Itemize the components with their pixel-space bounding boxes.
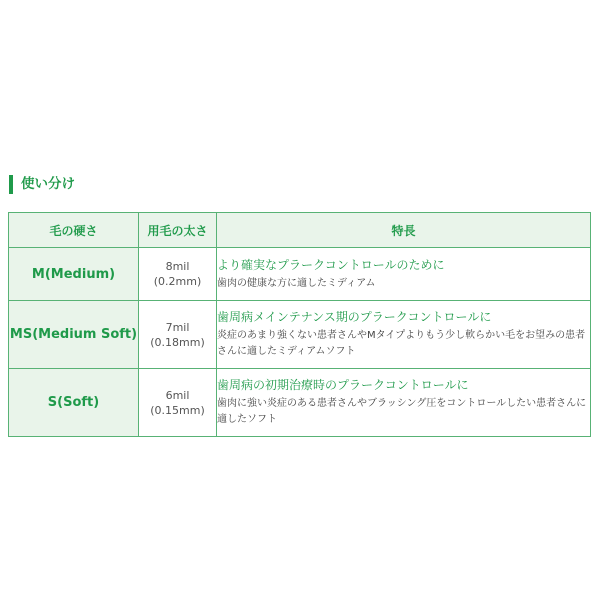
section-title: 使い分け [21,176,75,192]
table-row-medium-soft [9,301,591,369]
thickness-cell [139,369,217,437]
hardness-cell: MS(Medium Soft) [9,301,139,369]
thickness-mil: 7mil [165,320,190,334]
feature-main: 歯周病メインテナンス期のプラークコントロールに [217,310,492,324]
feature-cell [217,248,591,301]
feature-main: 歯周病の初期治療時のプラークコントロールに [217,378,469,392]
feature-cell [217,369,591,437]
thickness-mm: (0.2mm) [153,275,202,288]
heading-accent-bar [9,175,13,194]
feature-cell [217,301,591,369]
thickness-cell [139,248,217,301]
hardness-cell: S(Soft) [9,369,139,437]
table-row-medium [9,248,591,301]
feature-desc: 炎症のあまり強くない患者さんやMタイプよりもう少し軟らかい毛をお望みの患者さんに適したミディアムソフト [217,330,586,357]
header-hardness: 毛の硬さ [9,213,139,248]
thickness-mm: (0.15mm) [150,403,205,417]
table-header-row [9,213,591,248]
header-thickness: 用毛の太さ [139,213,217,248]
feature-desc: 歯肉に強い炎症のある患者さんやブラッシング圧をコントロールしたい患者さんに適したソフト [217,398,587,425]
header-features: 特長 [217,213,591,248]
section-heading [9,175,75,194]
feature-desc: 歯肉の健康な方に適したミディアム [217,277,376,289]
hardness-cell: M(Medium) [9,248,139,301]
table-row-soft [9,369,591,437]
thickness-mm: (0.18mm) [150,335,205,349]
thickness-mil: 6mil [165,388,190,402]
thickness-cell [139,301,217,369]
thickness-mil: 8mil [165,260,190,273]
bristle-comparison-table [8,212,591,437]
feature-main: より確実なプラークコントロールのために [217,257,445,272]
